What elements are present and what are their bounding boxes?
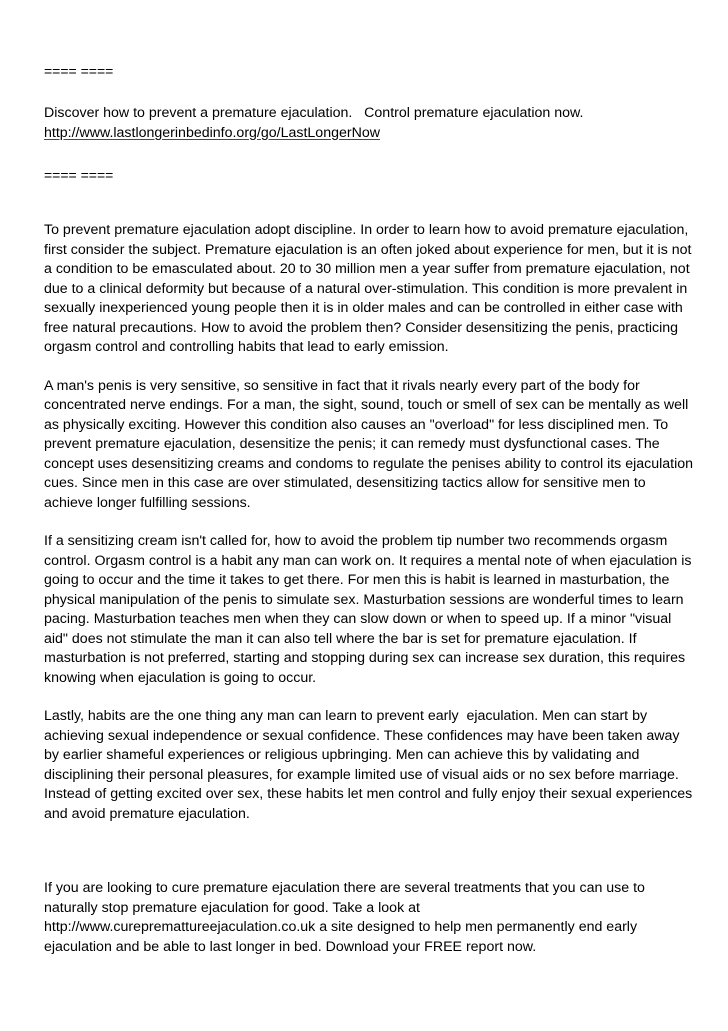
spacer xyxy=(44,185,694,221)
separator-top: ==== ==== xyxy=(44,63,114,79)
body-paragraph-4: Lastly, habits are the one thing any man can learn to prevent early ejaculation. Men can start by achieving sexual independence or sexual confidence. These confidences may have been taken away by earlier shameful experiences or religious upbringing. Men can achieve this by validating and disciplining their personal pleasures, for example limited use of visual aids or no sex before marriage. Instead of getting excited over sex, these habits let men control and fully enjoy their sexual experiences and avoid premature ejaculation. xyxy=(44,708,693,822)
body-paragraph-3: If a sensitizing cream isn't called for, how to avoid the problem tip number two recommends orgasm control. Orgasm control is a habit any man can work on. It requires a mental note of when ejaculation is going to occur and the time it takes to get there. For men this is habit is learned in masturbation, the physical manipulation of the penis to simulate sex. Masturbation sessions are wonderful times to learn pacing. Masturbation teaches men when they can slow down or when to speed up. If a minor "visual aid" does not stimulate the man it can also tell where the bar is set for premature ejaculation. If masturbation is not preferred, starting and stopping during sex can increase sex duration, this requires knowing when ejaculation is going to occur. xyxy=(44,533,692,686)
body-paragraph-1: To prevent premature ejaculation adopt discipline. In order to learn how to avoid premature ejaculation, first consider the subject. Premature ejaculation is an often joked about experience for men, but it is not a condition to be emasculated about. 20 to 30 million men a year suffer from premature ejaculation, not due to a clinical deformity but because of a natural over-stimulation. This condition is more prevalent in sexually inexperienced young people then it is in older males and can be controlled in either case with free natural precautions. How to avoid the problem then? Consider desensitizing the penis, practicing orgasm control and controlling habits that lead to early emission. xyxy=(44,222,692,355)
spacer xyxy=(44,143,694,166)
intro-link[interactable]: http://www.lastlongerinbedinfo.org/go/LastLongerNow xyxy=(44,124,380,141)
intro-link-line xyxy=(44,124,694,144)
spacer xyxy=(44,843,694,879)
spacer xyxy=(44,81,694,104)
document-page xyxy=(44,62,694,976)
separator-bottom: ==== ==== xyxy=(44,167,114,183)
closing-paragraph: If you are looking to cure premature ejaculation there are several treatments that you can use to naturally stop premature ejaculation for good. Take a look at http://www.curepremattureejaculation.co.uk a site designed to help men permanently end early ejaculation and be able to last longer in bed. Download your FREE report now. xyxy=(44,880,645,955)
intro-text: Discover how to prevent a premature ejaculation. Control premature ejaculation now. xyxy=(44,105,584,121)
body-paragraph-2: A man's penis is very sensitive, so sensitive in fact that it rivals nearly every part of the body for concentrated nerve endings. For a man, the sight, sound, touch or smell of sex can be mentally as well as physically exciting. However this condition also causes an "overload" for less disciplined men. To prevent premature ejaculation, desensitize the penis; it can remedy must dysfunctional cases. The concept uses desensitizing creams and condoms to regulate the penises ability to control its ejaculation cues. Since men in this case are over stimulated, desensitizing tactics allow for sensitive men to achieve longer fulfilling sessions. xyxy=(44,377,694,511)
